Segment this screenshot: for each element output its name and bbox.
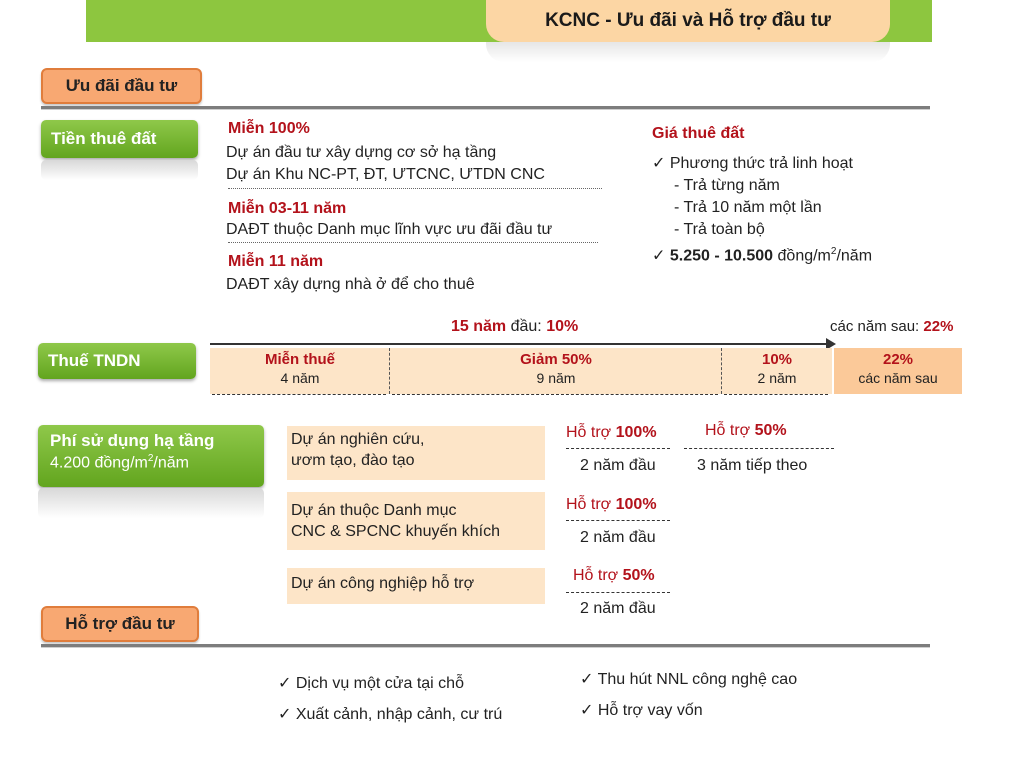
support-list-left <box>278 668 502 730</box>
cit-cell-22 <box>834 348 962 394</box>
exempt-3-11-line: DAĐT thuộc Danh mục lĩnh vực ưu đãi đầu tư <box>226 221 553 238</box>
cell-sub: 2 năm <box>757 370 797 386</box>
check-icon: ✓ <box>652 247 666 265</box>
price-value: 5.250 - 10.500 <box>669 247 774 265</box>
period-arrow <box>684 448 834 449</box>
cit-years: 15 năm <box>451 318 507 335</box>
project-line: Dự án công nghiệp hỗ trợ <box>291 575 475 592</box>
support-period: 2 năm đầu <box>580 457 656 474</box>
support-item <box>278 668 502 699</box>
cit-head: đầu: <box>510 318 542 335</box>
infra-fee-sup: 2 <box>147 453 154 464</box>
support-period: 2 năm đầu <box>580 529 656 546</box>
infra-fee-value <box>50 453 252 472</box>
support-prefix: Hỗ trợ <box>705 422 751 439</box>
land-price-details <box>652 153 872 267</box>
cell-sub: 9 năm <box>536 370 576 386</box>
check-icon: ✓ <box>652 155 666 172</box>
section-tag-incentives: Ưu đãi đầu tư <box>41 68 202 104</box>
section-divider <box>41 644 930 648</box>
label-shadow <box>38 488 264 518</box>
exempt-11-line: DAĐT xây dựng nhà ở để cho thuê <box>226 276 475 293</box>
exempt-100-title: Miễn 100% <box>228 120 310 137</box>
payment-method: Phương thức trả linh hoạt <box>669 155 853 172</box>
support-item-label: Thu hút NNL công nghệ cao <box>597 671 798 688</box>
support-item-label: Dịch vụ một cửa tại chỗ <box>295 675 464 692</box>
price-suffix: /năm <box>836 247 873 265</box>
support-label <box>705 422 787 440</box>
cell-title: Miễn thuế <box>265 351 335 368</box>
period-arrow <box>566 520 670 521</box>
infra-fee-title: Phí sử dụng hạ tầng <box>50 431 215 450</box>
support-label <box>566 496 657 514</box>
cit-rate: 10% <box>546 318 579 335</box>
support-prefix: Hỗ trợ <box>566 496 612 513</box>
support-item-label: Xuất cảnh, nhập cảnh, cư trú <box>295 706 503 723</box>
period-arrow <box>212 394 386 395</box>
project-box <box>287 492 545 550</box>
price-sup: 2 <box>830 246 837 257</box>
label-shadow <box>41 160 198 180</box>
section-tag-support: Hỗ trợ đầu tư <box>41 606 199 642</box>
label-land-rent: Tiền thuê đất <box>41 120 198 158</box>
support-rate: 100% <box>615 424 657 441</box>
price-unit: đồng/m <box>777 247 831 265</box>
payment-option: - Trả từng năm <box>674 177 780 194</box>
infra-fee-suffix: /năm <box>153 454 189 472</box>
support-item-label: Hỗ trợ vay vốn <box>597 702 703 719</box>
exempt-11-title: Miễn 11 năm <box>228 253 324 270</box>
support-rate: 100% <box>615 496 657 513</box>
label-infra-fee <box>38 425 264 487</box>
period-arrow <box>566 592 670 593</box>
page-title: KCNC - Ưu đãi và Hỗ trợ đầu tư <box>486 0 890 42</box>
payment-method-row <box>652 153 872 175</box>
cell-sub: 4 năm <box>280 370 320 386</box>
support-rate: 50% <box>622 567 655 584</box>
support-item <box>580 664 797 695</box>
project-line: CNC & SPCNC khuyến khích <box>291 523 500 540</box>
cit-right-label <box>830 318 953 335</box>
cell-title: Giảm 50% <box>520 351 592 368</box>
title-shadow <box>486 42 890 62</box>
support-item <box>580 695 797 726</box>
check-icon: ✓ <box>278 675 292 692</box>
cell-title: 10% <box>761 351 793 368</box>
period-arrow <box>724 394 828 395</box>
payment-option: - Trả 10 năm một lần <box>674 199 822 216</box>
timeline-arrow <box>210 343 832 345</box>
cit-cell-10 <box>722 348 832 394</box>
period-arrow <box>566 448 670 449</box>
price-row <box>652 241 872 267</box>
exempt-100-line: Dự án đầu tư xây dựng cơ sở hạ tầng <box>226 144 497 161</box>
dotted-separator <box>228 188 602 189</box>
exempt-100-line: Dự án Khu NC-PT, ĐT, ƯTCNC, ƯTDN CNC <box>226 166 545 183</box>
support-label <box>573 567 655 585</box>
cit-top-label <box>451 318 578 336</box>
check-icon: ✓ <box>580 702 594 719</box>
check-icon: ✓ <box>580 671 594 688</box>
check-icon: ✓ <box>278 706 292 723</box>
section-divider <box>41 106 930 110</box>
project-line: ươm tạo, đào tạo <box>291 452 415 469</box>
cit-cell-exempt <box>210 348 390 394</box>
support-item <box>278 699 502 730</box>
support-period: 2 năm đầu <box>580 600 656 617</box>
payment-option: - Trả toàn bộ <box>674 221 765 238</box>
timeline-divider <box>389 348 390 394</box>
period-arrow <box>392 394 718 395</box>
timeline-divider <box>721 348 722 394</box>
exempt-100-lines <box>226 142 545 186</box>
project-line: Dự án nghiên cứu, <box>291 431 425 448</box>
exempt-3-11-title: Miễn 03-11 năm <box>228 200 347 217</box>
support-rate: 50% <box>754 422 787 439</box>
label-cit: Thuế TNDN <box>38 343 196 379</box>
cit-cell-reduce <box>390 348 722 394</box>
land-price-title: Giá thuê đất <box>652 125 745 142</box>
cit-right-head: các năm sau: <box>830 318 920 335</box>
project-box <box>287 568 545 604</box>
infra-fee-amount: 4.200 đồng/m <box>50 454 148 472</box>
project-box <box>287 426 545 480</box>
project-line: Dự án thuộc Danh mục <box>291 502 457 519</box>
support-period: 3 năm tiếp theo <box>697 457 808 474</box>
cell-sub: các năm sau <box>858 370 938 386</box>
cit-right-rate: 22% <box>923 318 954 335</box>
dotted-separator <box>228 242 598 243</box>
support-prefix: Hỗ trợ <box>573 567 619 584</box>
support-list-right <box>580 664 797 726</box>
support-prefix: Hỗ trợ <box>566 424 612 441</box>
cell-title: 22% <box>882 351 914 368</box>
support-label <box>566 424 657 442</box>
